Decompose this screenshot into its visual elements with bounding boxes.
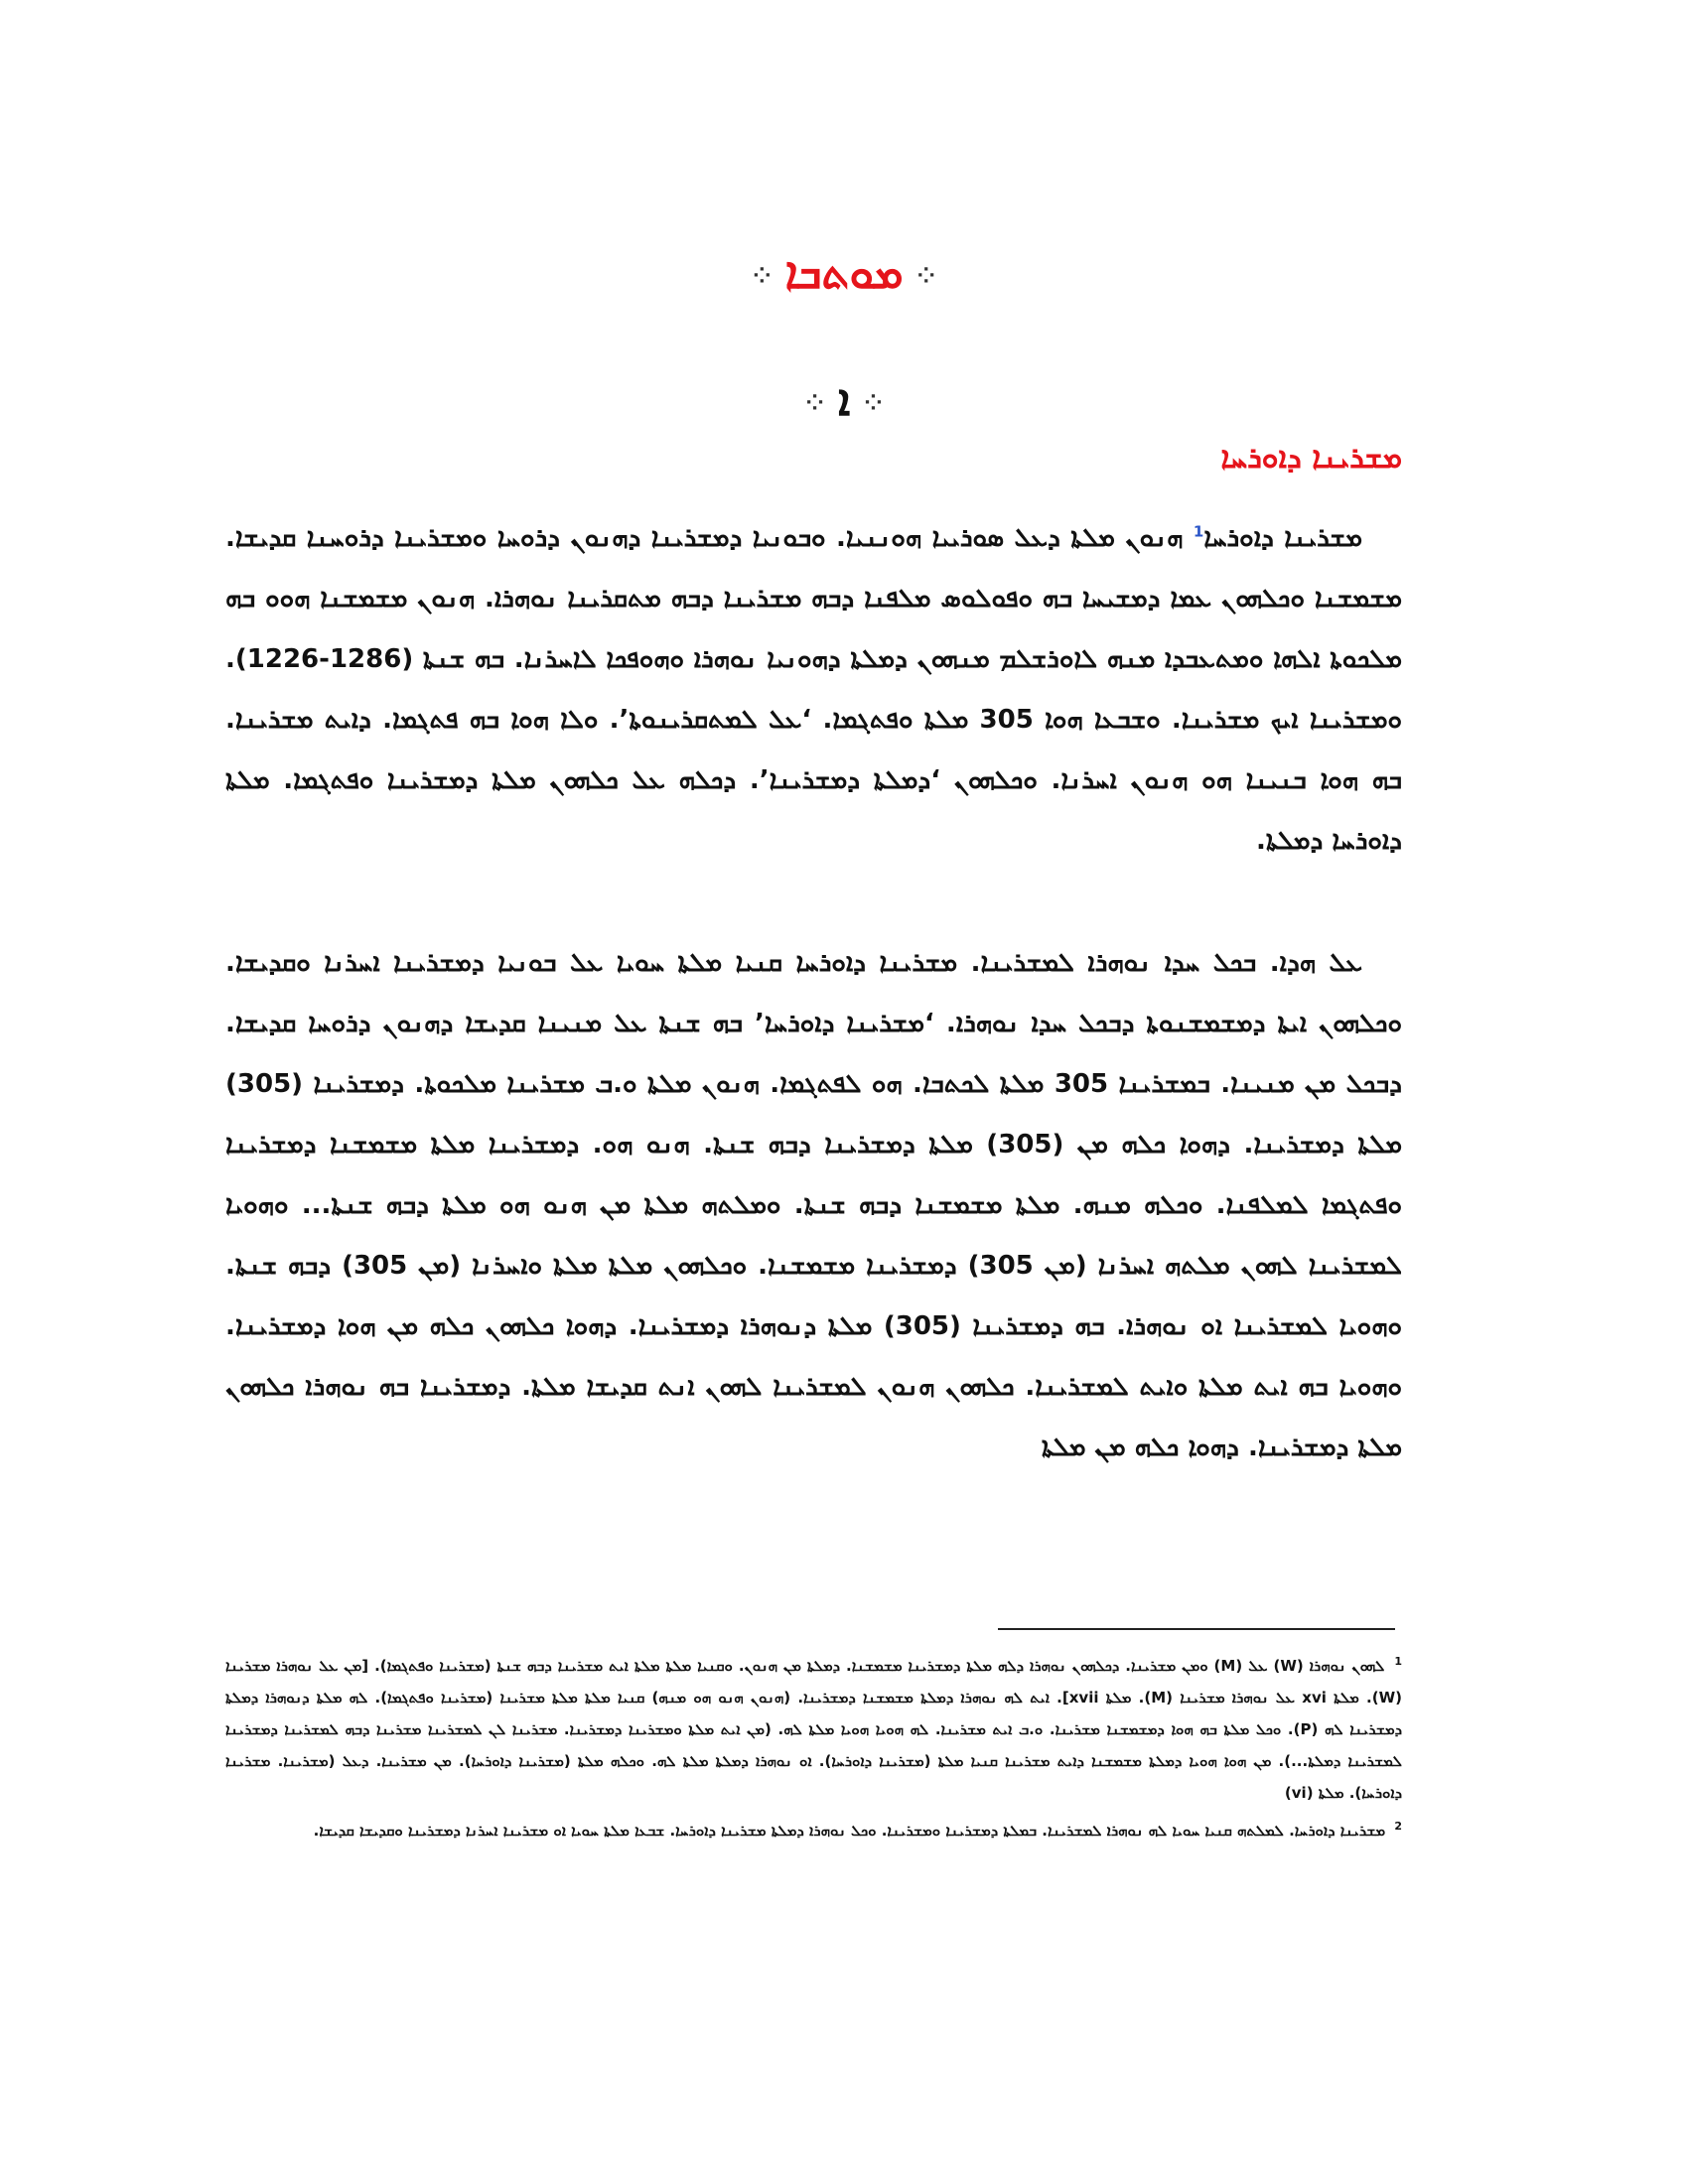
text-line: ܕܡܠܬܐ ܕܗܘܢܝܐ ܢܘܗܪܐ ܘܗܘܦܟܐ ܠܐܚܪܢܐ. ܒܗ ܫܢܬܐ (1286-1226). ܘܡܫܪܝܢܐ (225, 644, 1402, 735)
paragraph-text (225, 508, 1402, 872)
text-line: ܢܘܗܪܐ. ܗܢܘܢ ܡܫܡܫܢܐ ܗܘܘ ܒܗ ܡܠܟܘܬܐ ܐܠܗܐ ܘܡܬܥܒܕܐ ܡܢܗ ܠܐܘܪܫܠܡ ܡܢܗܘܢ (225, 584, 1403, 674)
document-title-line (0, 248, 1688, 299)
text-line: ܒܗ ܫܢܬܐ ܥܠ ܡܢܝܢܐ ܩܕܝܫܐ ܕܗܢܘܢ ܕܪܘܚܐ ܩܕܝܫܐ. ܕܒܟܠ ܡܢ ܡܢܝܢܐ. ܒܡܫܪܝܢܐ 305 (225, 1009, 1402, 1099)
footnote-reference[interactable]: 1 (1193, 522, 1204, 541)
section-heading: ܡܫܪܝܢܐ ܕܐܘܪܚܐ (1220, 441, 1402, 476)
paragraph-2 (225, 933, 1402, 1478)
text-line: ܕܡܫܪܝܢܐ. ܕܗܘܐ ܟܠܗ ܡܢ (305) ܡܠܬܐ ܕܡܫܪܝܢܐ ܕܒܗ ܫܢܬܐ. ܗܢܘ ܗܘ. ܕܡܫܪܝܢܐ ܡܠܬܐ (430, 1130, 1344, 1160)
footnote-number: 2 (1394, 1820, 1402, 1833)
footnote-separator (998, 1628, 1395, 1630)
footnote-number: 1 (1394, 1655, 1402, 1668)
text-line: ܐܝܟ ܡܫܪܝܢܐ. ܘܫܒܥܐ ܗܘܐ 305 ܡܠܬܐ ܘܦܬܓܡܐ. ‘ܥܠ ܠܡܬܩܪܝܢܘܬܐ’. ܘܠܐ ܗܘܐ ܒܗ ܦܬܓܡܐ. (382, 705, 1299, 735)
text-line: ܩܕܝܫܐ ܡܠܬܐ. ܕܡܫܪܝܢܐ ܒܗ ܢܘܗܪܐ ܟܠܗܘܢ ܡܠܬܐ ܕܡܫܪܝܢܐ. ܕܗܘܐ ܟܠܗ ܡܢ ܡܠܬܐ (225, 1372, 1402, 1462)
chapter-letter: ܐ (837, 375, 851, 426)
text-line: ܡܠܬܐ ܠܟܬܒܐ. ܗܘ ܠܦܬܓܡܐ. ܗܢܘܢ ܡܠܬܐ ܘ.ܒ ܡܫܪܝܢܐ ܡܠܟܘܬܐ. ܕܡܫܪܝܢܐ (305) ܡܠܬܐ (225, 1069, 1402, 1160)
ornament-icon: ⁘ (753, 263, 772, 289)
text-line: ܥܠ ܟܠܗܘܢ ܡܠܬܐ ܕܡܫܪܝܢܐ ܘܦܬܓܡܐ. ܡܠܬܐ ܕܐܘܪܚܐ ܕܡܠܬܐ. (225, 765, 1402, 856)
text-line: ܡܫܡܫܢܐ ܕܡܫܪܝܢܐ ܘܦܬܓܡܐ ܠܡܠܦܢܐ. ܘܟܠܗ ܡܢܗ. ܡܠܬܐ ܡܫܡܫܢܐ ܕܒܗ ܫܢܬܐ. ܘܡܠܬܗ ܡܠܬܐ (225, 1130, 1402, 1220)
paragraph-1 (225, 508, 1402, 872)
ornament-icon: ⁘ (805, 390, 824, 416)
text-line: ܥܠ ܗܕܐ. ܒܟܠ ܚܕܐ ܢܘܗܪܐ ܠܡܫܪܝܢܐ. ܡܫܪܝܢܐ ܕܐܘܪܚܐ ܩܢܝܐ ܡܠܬܐ ܚܘܝܐ ܥܠ ܒܘܢܝܐ (497, 948, 1362, 978)
paragraph-text (225, 933, 1402, 1478)
text-line: ܕܡܫܪܝܢܐ ܡܫܡܫܢܐ. ܘܟܠܗܘܢ ܡܠܬܐ ܡܠܬܐ ܘܐܚܪܢܐ (ܡܢ 305) ܕܒܗ ܫܢܬܐ. ܘܗܘܝܐ ܠܡܫܪܝܢܐ (225, 1251, 1402, 1341)
text-line: ܗܢܘܢ ܡܠܬܐ ܕܥܠ ܣܘܪܝܝܐ ܗܘܢܢܝܐ. ܘܒܘܢܝܐ ܕܡܫܪܝܢܐ ܕܗܢܘܢ ܕܪܘܚܐ ܘܡܫܪܝܢܐ ܕܪܘܚܢܐ (306, 523, 1184, 553)
chapter-letter-line (0, 375, 1688, 426)
footnote (225, 1646, 1402, 1809)
footnote-text: ܠܗܘܢ ܢܘܗܪܐ (W) ܥܠ (M) ܘܡܢ ܡܫܪܝܢܐ. ܕܟܠܗܘܢ ܢܘܗܪܐ ܕܠܗ ܡܠܬܐ ܕܡܫܪܝܢܐ ܡܫܡܫܢܐ. ܕܡܠܬܐ ܡܢ ܗܢܘܢ. ܘܩܢܝܐ ܡܠܬܐ ܡܠܬܐ ܐܝܬ ܡܫܪܝܢܐ ܕܒܗ ܫܢܬܐ (ܡܫܪܝܢܐ ܘܦܬܓܡܐ). [ܡܢ ܥܠ ܢܘܗܪܐ ܡܫܪܝܢܐ (W). ܡܠܬܐ xvi ܥܠ ܢܘܗܪܐ ܡܫܪܝܢܐ (M). ܡܠܬܐ xvii]. ܐܝܬ ܠܗ ܢܘܗܪܐ ܕܡܠܬܐ ܡܫܡܫܢܐ ܕܡܫܪܝܢܐ. (ܗܢܘܢ ܗܢܘ ܗܘ ܡܢܗ) ܩܢܝܐ ܡܠܬܐ ܡܠܬܐ ܡܫܪܝܢܐ (ܡܫܪܝܢܐ ܘܦܬܓܡܐ). ܠܗ ܡܠܬܐ ܕܢܘܗܪܐ ܕܡܠܬܐ ܕܡܫܪܝܢܐ ܠܗ (P). ܘܟܠ ܡܠܬܐ ܒܗ ܗܘܐ ܕܡܫܡܫܢܐ ܡܫܪܝܢܐ. ܘ.ܒ ܐܝܬ ܡܫܪܝܢܐ. ܠܗ ܗܘܝܐ ܗܘܝܐ ܡܠܬܐ ܠܗ. (ܡܢ ܐܝܬ ܡܠܬܐ ܘܡܫܪܝܢܐ ܕܡܫܪܝܢܐ. ܡܫܪܝܢܐ ܠܢ ܠܡܫܪܝܢܐ ܡܫܪܝܢܐ ܕܒܗ ܠܡܫܪܝܢܐ ܕܡܫܪܝܢܐ ܠܡܫܪܝܢܐ ܕܡܠܬܐ...). ܡܢ ܗܘܐ ܗܘܝܐ ܕܡܠܬܐ ܡܫܡܫܢܐ ܕܐܝܬ ܡܫܪܝܢܐ ܩܢܝܐ ܡܠܬܐ (ܡܫܪܝܢܐ ܕܐܘܪܚܐ). ܐܘ ܢܘܗܪܐ ܕܡܠܬܐ ܡܠܬܐ ܠܗ. ܘܟܠܗ ܡܠܬܐ (ܡܫܪܝܢܐ ܕܐܘܪܚܐ). ܡܢ ܡܫܪܝܢܐ. ܕܥܠ (ܡܫܪܝܢܐ. ܡܫܪܝܢܐ ܕܐܘܪܚܐ). ܡܠܬܐ (vi) (225, 1657, 1403, 1802)
text-line: ܕܡܫܪܝܢܐ ܐܚܪܢܐ ܘܩܕܝܫܐ. ܘܟܠܗܘܢ ܐܝܬܐ ܕܡܫܡܫܢܘܬܐ ܕܒܟܠ ܚܕܐ ܢܘܗܪܐ. ‘ܡܫܪܝܢܐ ܕܐܘܪܚܐ’ (225, 948, 1402, 1038)
text-line: ܕܐܝܬ ܡܫܪܝܢܐ. ܒܗ ܗܘܐ ܒܢܝܢܐ ܗܘ ܗܢܘܢ ܐܚܪܢܐ. ܘܟܠܗܘܢ ‘ܕܡܠܬܐ ܕܡܫܪܝܢܐ’. ܕܟܠܗ (225, 705, 1402, 795)
footnote-text: ܡܫܪܝܢܐ ܕܐܘܪܚܐ. ܠܡܠܬܗ ܩܢܝܐ ܚܘܝܐ ܠܗ ܢܘܗܪܐ ܠܡܫܪܝܢܐ. ܒܡܠܬܐ ܕܡܫܪܝܢܐ ܘܡܫܪܝܢܐ. ܘܟܠ ܢܘܗܪܐ ܕܡܠܬܐ ܡܫܪܝܢܐ ܕܐܘܪܚܐ. ܫܒܥܐ ܡܠܬܐ ܚܘܝܐ ܐܘ ܡܫܪܝܢܐ ܐܚܪܢܐ ܕܡܫܪܝܢܐ ܘܩܕܝܫܐ ܩܕܝܫܐ. (313, 1822, 1386, 1840)
footnote (225, 1811, 1402, 1846)
text-line: ܐܘ ܢܘܗܪܐ. ܒܗ ܕܡܫܪܝܢܐ (305) ܡܠܬܐ ܕܢܘܗܪܐ ܕܡܫܪܝܢܐ. ܕܗܘܐ ܟܠܗܘܢ ܟܠܗ ܡܢ (387, 1311, 1223, 1341)
document-title: ܡܘܬܒܐ (784, 248, 904, 299)
paragraph-lead: ܡܫܪܝܢܐ ܕܐܘܪܚܐ (1203, 523, 1362, 553)
ornament-icon: ⁘ (864, 390, 883, 416)
footnotes (225, 1646, 1402, 1848)
text-line: ܩܕܝܫܐ. ܡܫܡܫܢܐ ܘܟܠܗܘܢ ܥܡܐ ܕܡܫܝܚܐ ܒܗ ܘܦܘܠܘܣ ܡܠܦܢܐ ܕܒܗ ܡܫܪܝܢܐ ܕܒܗ ܡܬܩܪܝܢܐ (225, 523, 1402, 614)
text-line: ܡܢ ܗܢܘ ܗܘ ܡܠܬܐ ܕܒܗ ܫܢܬܐ... ܘܗܘܝܐ ܠܡܫܪܝܢܐ ܠܗܘܢ ܡܠܬܗ ܐܚܪܢܐ (ܡܢ 305) (225, 1190, 1402, 1281)
ornament-icon: ⁘ (916, 263, 935, 289)
text-line: ܗܘܐ ܕܡܫܪܝܢܐ. ܘܗܘܝܐ ܒܗ ܐܝܬ ܡܠܬܐ ܘܐܝܬ ܠܡܫܪܝܢܐ. ܟܠܗܘܢ ܗܢܘܢ ܠܡܫܪܝܢܐ ܠܗܘܢ ܐܢܬ (225, 1311, 1402, 1402)
